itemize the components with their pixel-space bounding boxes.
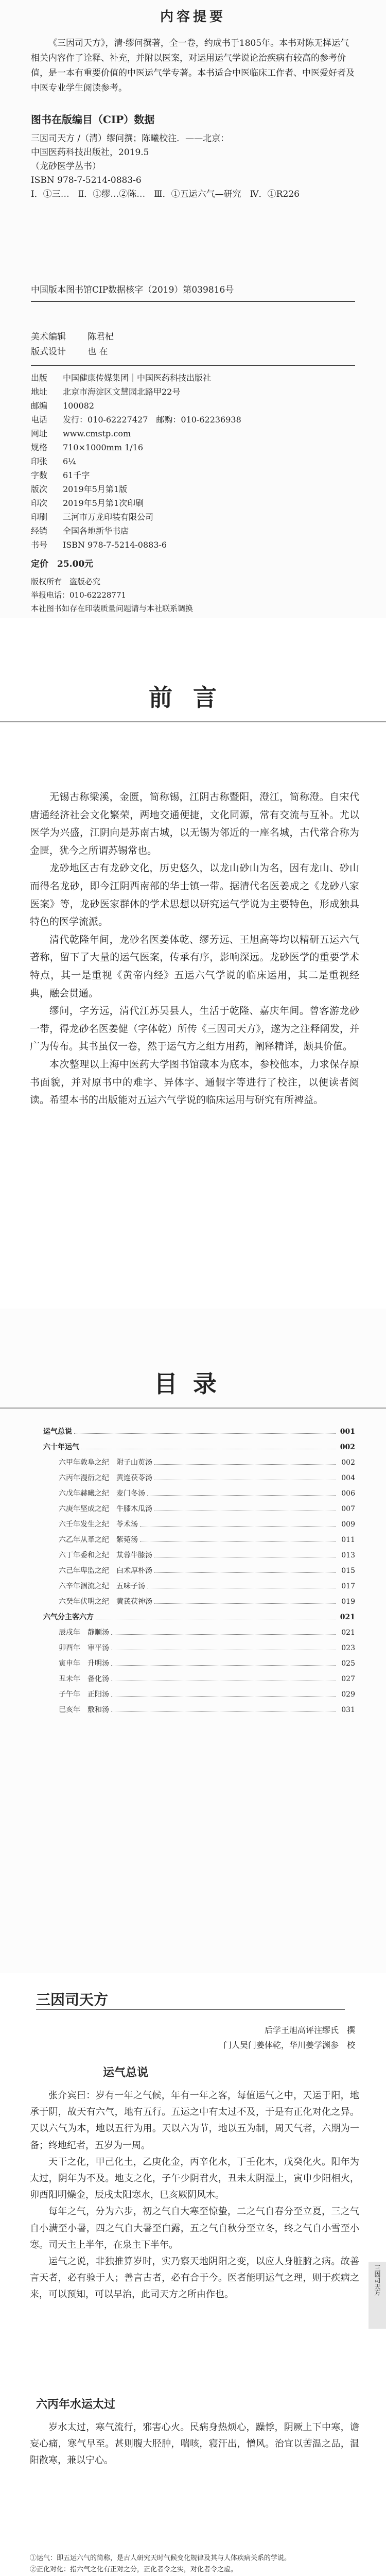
- section-title: 运气总说: [103, 2066, 149, 2079]
- toc-item[interactable]: [36, 1673, 355, 1689]
- toc-item-page: 031: [341, 1706, 355, 1714]
- toc-item-title: 六壬年发生之纪 苓术汤: [59, 1520, 138, 1529]
- pub-row: 电话 发行：010-62227427 邮购：010-62236938: [31, 415, 241, 425]
- toc-item-page: 023: [341, 1644, 355, 1652]
- toc-item-page: 019: [341, 1598, 355, 1606]
- footnotes: ①运气：即五运六气的简称，是古人研究天时气候变化规律及其与人体疾病关系的学说。 ②正化对化：指六气之化有正对之分，正化者令之实，对化者令之虚。: [30, 2554, 291, 2573]
- divider: [31, 365, 355, 366]
- preface-page: [0, 618, 386, 1309]
- toc-item[interactable]: [36, 1472, 355, 1488]
- pub-row: 出版 中国健康传媒集团｜中国医药科技出版社: [31, 373, 212, 383]
- toc-item[interactable]: [36, 1442, 355, 1457]
- toc-item-page: 021: [340, 1613, 355, 1621]
- toc-leader: [154, 1475, 336, 1480]
- paragraph: 本次整理以上海中医药大学图书馆藏本为底本，参校他本，力求保存原书面貌，并对原书中的难字、异体字、通假字等进行了校注，以便读者阅读。希望本书的出版能对五运六气学说的临床运用与研究有所裨益。: [30, 1058, 359, 1106]
- toc-leader: [81, 1444, 336, 1449]
- toc-item[interactable]: [36, 1642, 355, 1658]
- toc-leader: [140, 1536, 336, 1542]
- toc-leader: [111, 1645, 336, 1650]
- cip-number: 中国版本图书馆CIP数据核字（2019）第039816号: [31, 285, 234, 295]
- divider: [36, 2009, 345, 2010]
- cip-line: 三因司天方 /（清）缪问撰；陈曦校注．——北京：: [31, 133, 230, 144]
- toc-item-title: 巳亥年 敷和汤: [59, 1706, 109, 1714]
- toc-leader: [147, 1583, 336, 1588]
- toc-item-title: 六丁年委和之纪 苁蓉牛膝汤: [59, 1551, 152, 1560]
- toc-item-page: 002: [341, 1459, 355, 1467]
- paragraph: 天干之化，甲己化土，乙庚化金，丙辛化水，丁壬化木，戊癸化火。阳年为太过，阴年为不及。地支之化，子午少阴君火，丑未太阴湿土，寅申少阳相火，卯酉阳明燥金，辰戌太阳寒水，巳亥厥阴风木。: [30, 2156, 359, 2201]
- pub-row: 字数 61千字: [31, 470, 90, 480]
- toc-item-page: 006: [341, 1489, 355, 1498]
- paragraph: 缪问，字芳远，清代江苏吴县人，生活于乾隆、嘉庆年间。曾客游龙砂一带，得龙砂名医姜健（字体乾）所传《三因司天方》，遂为之注释阐发，并广为传布。其书虽仅一卷，然于运气方之组方用药，阐释精详，颇具价值。: [30, 1005, 359, 1053]
- toc-item[interactable]: [36, 1488, 355, 1503]
- toc-item-title: 卯酉年 审平汤: [59, 1644, 109, 1652]
- abstract-title: 内容提要: [160, 9, 226, 25]
- toc-item-title: 六甲年敦阜之纪 附子山萸汤: [59, 1459, 152, 1467]
- pub-row: 印次 2019年5月第1次印刷: [31, 498, 144, 508]
- toc-leader: [147, 1490, 336, 1496]
- credits: [31, 330, 360, 360]
- toc-item-title: 寅申年 升明汤: [59, 1659, 109, 1668]
- toc-item[interactable]: [36, 1704, 355, 1720]
- pub-row: 规格 710×1000mm 1/16: [31, 443, 144, 452]
- toc-item[interactable]: [36, 1534, 355, 1550]
- toc-leader: [111, 1675, 336, 1681]
- toc-list: [36, 1426, 355, 1720]
- preface-body: [30, 788, 359, 1109]
- cip-line: Ⅰ．①三… Ⅱ．①缪…②陈… Ⅲ．①五运六气—研究 Ⅳ．①R226: [31, 189, 300, 199]
- toc-item[interactable]: [36, 1457, 355, 1472]
- section-body: [30, 2088, 359, 2303]
- toc-leader: [154, 1459, 336, 1465]
- toc-item[interactable]: [36, 1689, 355, 1704]
- section-title: 六丙年水运太过: [36, 2398, 116, 2411]
- toc-item[interactable]: [36, 1503, 355, 1519]
- toc-item-title: 六十年运气: [43, 1443, 79, 1451]
- publication-info: [31, 371, 360, 552]
- toc-page: [0, 1309, 386, 1973]
- pub-row: 印刷 三河市万龙印装有限公司: [31, 512, 154, 522]
- toc-item-page: 029: [341, 1690, 355, 1699]
- toc-item-page: 015: [341, 1567, 355, 1575]
- credit-row: 版式设计 也 在: [31, 347, 108, 357]
- toc-leader: [154, 1552, 336, 1557]
- toc-leader: [111, 1660, 336, 1666]
- toc-leader: [154, 1567, 336, 1573]
- toc-item-title: 六戊年赫曦之纪 麦门冬汤: [59, 1489, 145, 1498]
- toc-item-title: 六气分主客六方: [43, 1613, 94, 1621]
- toc-heading: 目录: [154, 1370, 232, 1398]
- toc-item[interactable]: [36, 1658, 355, 1673]
- pub-row: 地址 北京市海淀区文慧园北路甲22号: [31, 387, 181, 397]
- toc-item[interactable]: [36, 1565, 355, 1581]
- paragraph: 龙砂地区古有龙砂文化，历史悠久，以龙山砂山为名，因有龙山、砂山而得名龙砂，即今江阴西南部的华士镇一带。据清代名医姜成之《龙砂八家医案》等，龙砂医家群体的学术思想以研究运气学说为主要特色，形成独具特色的医学流派。: [30, 862, 359, 928]
- toc-item[interactable]: [36, 1550, 355, 1565]
- rights-notice: 版权所有 盗版必究 举报电话：010-62228771 本社图书如存在印装质量问题请与本社联系调换: [31, 577, 194, 613]
- price: 定价 25.00元: [31, 559, 94, 569]
- toc-item-page: 017: [341, 1582, 355, 1590]
- abstract-text: 《三因司天方》，清·缪问撰著，全一卷，约成书于1805年。本书对陈无择运气相关内容作了诠释、补充，并附以医案，对运用运气学说论治疾病有较高的参考价值，是一本有重要价值的中医运气学专著。本书适合中医临床工作者、中医爱好者及中医专业学生阅读参考。: [31, 38, 355, 93]
- chapter-title: 三因司天方: [36, 1991, 109, 2008]
- toc-item-page: 021: [341, 1629, 355, 1637]
- toc-leader: [96, 1614, 336, 1619]
- paragraph: 清代乾隆年间，龙砂名医姜体乾、缪芳远、王旭高等均以精研五运六气著称，留下了大量的运气医案，传承有序，影响深远。龙砂医学的重要学术特点，其一是重视《黄帝内经》五运六气学说的临床运用，其二是重视经典，融会贯通。: [30, 934, 359, 999]
- pub-row: 印张 6¼: [31, 456, 76, 466]
- toc-item[interactable]: [36, 1581, 355, 1596]
- credit-row: 美术编辑 陈君杞: [31, 332, 114, 342]
- side-tab: 三因司天方: [369, 2262, 386, 2329]
- toc-item-page: 004: [341, 1474, 355, 1482]
- toc-leader: [111, 1706, 336, 1712]
- toc-item-page: 002: [340, 1443, 355, 1451]
- toc-leader: [140, 1521, 336, 1527]
- toc-item-page: 001: [340, 1428, 355, 1436]
- divider: [0, 721, 386, 722]
- toc-item-title: 六辛年涸流之纪 五味子汤: [59, 1582, 145, 1590]
- toc-item-page: 013: [341, 1551, 355, 1560]
- toc-item[interactable]: [36, 1627, 355, 1642]
- pub-row: 邮编 100082: [31, 401, 95, 411]
- toc-item-page: 027: [341, 1675, 355, 1683]
- toc-item-title: 六乙年从革之纪 紫菀汤: [59, 1536, 138, 1544]
- paragraph: 无锡古称梁溪，金匮，简称锡，江阴古称暨阳，澄江，简称澄。自宋代唐通经济社会文化繁荣，两地交通便捷，文化同源，常有交流与互补。尤以医学为兴盛，江阴向是苏南古城，以无锡为邻近的一座名城，古代常合称为金匮，犹今之所谓苏锡常也。: [30, 791, 359, 856]
- divider: [0, 1408, 386, 1409]
- toc-item-page: 007: [341, 1505, 355, 1513]
- toc-item-page: 009: [341, 1520, 355, 1529]
- toc-leader: [111, 1691, 336, 1697]
- toc-item-title: 辰戌年 静顺汤: [59, 1629, 109, 1637]
- pub-row: 书号 ISBN 978-7-5214-0883-6: [31, 540, 167, 550]
- chapter-page: [0, 1973, 386, 2576]
- toc-item[interactable]: [36, 1426, 355, 1442]
- toc-item[interactable]: [36, 1596, 355, 1612]
- toc-item-title: 子午年 正阳汤: [59, 1690, 109, 1699]
- author-line: 后学王旭高评注缪氏 撰 门人吴门姜体乾，华川姜学渊参 校: [223, 2025, 355, 2050]
- pub-row: 网址 www.cmstp.com: [31, 429, 131, 438]
- toc-item-title: 六己年卑监之纪 白术厚朴汤: [59, 1567, 152, 1575]
- divider: [31, 301, 355, 302]
- toc-item-title: 六丙年漫衍之纪 黄连茯苓汤: [59, 1474, 152, 1482]
- cip-line: 中国医药科技出版社，2019.5: [31, 147, 149, 158]
- toc-leader: [111, 1629, 336, 1635]
- toc-leader: [74, 1428, 336, 1434]
- cip-line: （龙砂医学丛书）: [31, 161, 101, 172]
- toc-item-title: 六庚年坚成之纪 牛膝木瓜汤: [59, 1505, 152, 1513]
- toc-leader: [154, 1598, 336, 1604]
- paragraph: 运气之说，非独推算岁时，实乃察天地阴阳之变，以应人身脏腑之病。故善言天者，必有验于人；善言古者，必有合于今。医者能明运气之理，则于疾病之来，可以预知，可以早治，此司天方之所由作也。: [30, 2256, 359, 2300]
- cip-line: ISBN 978-7-5214-0883-6: [31, 175, 142, 185]
- paragraph: 张介宾曰：岁有一年之气候，年有一年之客，每值运气之中，天运于阳，地承于阴，故天有六气，地有五行。五运之中有太过不及，于是有正化对化之异。天以六气为本，地以五行为用。天以六为节，地以五为制，周天气者，六期为一备；终地纪者，五岁为一周。: [30, 2090, 359, 2151]
- toc-item-title: 运气总说: [43, 1428, 72, 1436]
- toc-item[interactable]: [36, 1519, 355, 1534]
- toc-item[interactable]: [36, 1612, 355, 1627]
- toc-leader: [154, 1505, 336, 1511]
- paragraph: 每年之气，分为六步，初之气自大寒至惊蛰，二之气自春分至立夏，三之气自小满至小暑，四之气自大暑至白露，五之气自秋分至立冬，终之气自小雪至小寒。司天主上半年，在泉主下半年。: [30, 2206, 359, 2250]
- pub-row: 版次 2019年5月第1版: [31, 484, 128, 494]
- preface-heading: 前言: [149, 684, 237, 711]
- paragraph: 岁水太过，寒气流行，邪害心火。民病身热烦心，躁悸，阴厥上下中寒，谵妄心痛，寒气早至。甚则腹大胫肿，喘咳，寝汗出，憎风。治宜以苦温之品，温阳散寒，兼以宁心。: [30, 2422, 359, 2466]
- cip-title: 图书在版编目（CIP）数据: [31, 113, 155, 126]
- toc-item-title: 丑未年 备化汤: [59, 1675, 109, 1683]
- cip-block: [31, 132, 360, 201]
- toc-item-page: 025: [341, 1659, 355, 1668]
- toc-item-title: 六癸年伏明之纪 黄芪茯神汤: [59, 1598, 152, 1606]
- section-body: [30, 2419, 359, 2469]
- pub-row: 经销 全国各地新华书店: [31, 526, 129, 536]
- toc-item-page: 011: [341, 1536, 355, 1544]
- copyright-page: [0, 0, 386, 618]
